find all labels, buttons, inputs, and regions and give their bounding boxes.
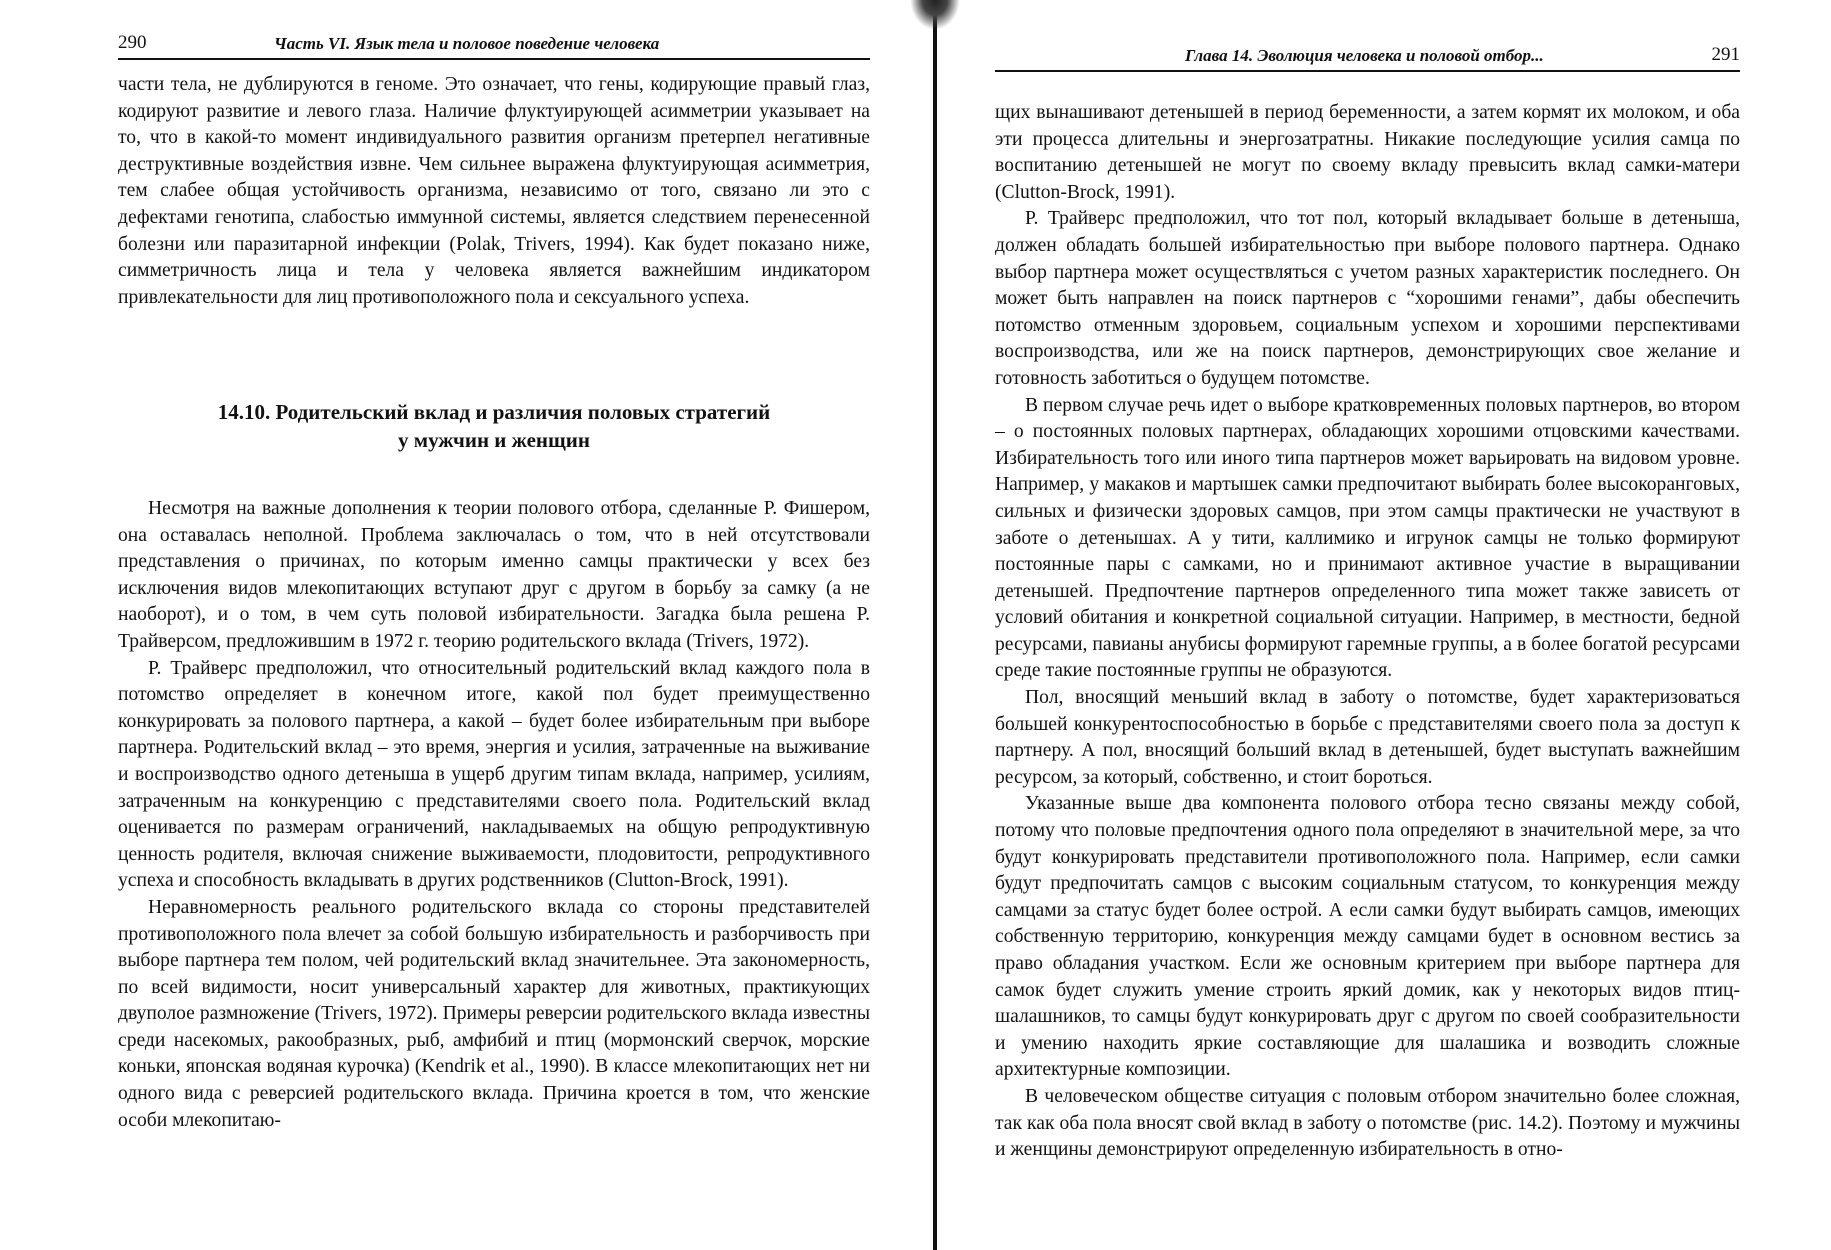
left-intro-paragraph: части тела, не дублируются в геноме. Это означает, что гены, кодирующие правый глаз, кодируют развитие и левого глаза. Наличие флуктуирующей асимметрии указывает на то, что в какой-то момент индивидуального развития организм претерпел негативные деструктивные воздействия извне. Чем сильнее выражена флуктуирующая асимметрия, тем слабее общая устойчивость организма, независимо от того, связано ли это с дефектами генотипа, слабостью иммунной системы, является следствием перенесенной болезни или паразитарной инфекции (Polak, Trivers, 1994). Как будет показано ниже, симметричность лица и тела у человека является важнейшим индикатором привлекательности для лиц противоположного пола и сексуального успеха. <box>118 74 870 308</box>
right-paragraph-2: Р. Трайверс предположил, что тот пол, который вкладывает больше в детеныша, должен обладать большей избирательностью при выборе полового партнера. Однако выбор партнера может осуществляться с учетом разных характеристик последнего. Он может быть направлен на поиск партнеров с “хорошими генами”, дабы обеспечить потомство отменным здоровьем, социальным успехом и хорошими перспективами воспроизводства, или же на поиск партнеров, демонстрирующих свое желание и готовность заботиться о будущем потомстве. <box>995 208 1740 389</box>
right-paragraph-4: Пол, вносящий меньший вклад в заботу о потомстве, будет характеризоваться большей конкурентоспособностью в борьбе с представителями своего пола за доступ к партнеру. А пол, вносящий больший вклад в детенышей, будет выступать важнейшим ресурсом, за который, собственно, и стоит бороться. <box>995 687 1740 788</box>
left-running-title: Часть VI. Язык тела и половое поведение человека <box>274 34 660 53</box>
right-paragraph-3: В первом случае речь идет о выборе кратковременных половых партнеров, во втором – о постоянных половых партнерах, обладающих хорошими отцовскими качествами. Избирательность того или иного типа партнеров может варьировать на видовом уровне. Например, у макаков и мартышек самки предпочитают выбирать более высокоранговых, сильных и физически здоровых самцов, при этом самцы практически не участвуют в заботе о детенышах. А у тити, каллимико и игрунок самцы не только формируют постоянные пары с самками, но и принимают активное участие в выращивании детенышей. Предпочтение партнеров определенного типа может также зависеть от условий обитания и конкретной социальной ситуации. Например, в местности, бедной ресурсами, павианы анубисы формируют гаремные группы, а в более богатой ресурсами среде такие постоянные группы не образуются. <box>995 394 1740 682</box>
right-running-head <box>995 40 1740 72</box>
right-running-title: Глава 14. Эволюция человека и половой отбор... <box>1185 46 1544 65</box>
left-paragraph-2: Р. Трайверс предположил, что относительный родительский вклад каждого пола в потомство определяет в конечном итоге, какой пол будет преимущественно конкурировать за полового партнера, а какой – будет более избирательным при выборе партнера. Родительский вклад – это время, энергия и усилия, затраченные на выживание и воспроизводство одного детеныша в ущерб другим типам вклада, например, усилиям, затраченным на конкуренцию с представителями своего пола. Родительский вклад оценивается по размерам ограничений, накладываемых на общую репродуктивную ценность родителя, включая снижение выживаемости, плодовитости, репродуктивного успеха и способность вкладывать в других родственников (Clutton-Brock, 1991). <box>118 657 870 892</box>
left-running-head <box>118 28 870 60</box>
left-paragraph-3: Неравномерность реального родительского вклада со стороны представителей противоположного пола влечет за собой большую избирательность и разборчивость при выборе партнера тем полом, чей родительский вклад значительнее. Эта закономерность, по всей видимости, носит универсальный характер для животных, практикующих двуполое размножение (Trivers, 1972). Примеры реверсии родительского вклада известны среди насекомых, ракообразных, рыб, амфибий и птиц (мормонский сверчок, морские коньки, японская водяная курочка) (Kendrik et al., 1990). В классе млекопитающих нет ни одного вида с реверсией родительского вклада. Причина кроется в том, что женские особи млекопитаю- <box>118 896 870 1131</box>
left-paragraph-1: Несмотря на важные дополнения к теории полового отбора, сделанные Р. Фишером, она оставалась неполной. Проблема заключалась о том, что в ней отсутствовали представления о причинах, по которым именно самцы практически у всех без исключения видов млекопитающих вступают друг с другом в борьбу за самку (а не наоборот), и о том, в чем суть половой избирательности. Загадка была решена Р. Трайверсом, предложившим в 1972 г. теорию родительского вклада (Trivers, 1972). <box>118 498 870 652</box>
right-body-block <box>995 100 1740 1164</box>
right-paragraph-5: Указанные выше два компонента полового отбора тесно связаны между собой, потому что половые предпочтения одного пола определяют в значительной мере, за что будут конкурировать представители противоположного пола. Например, если самки будут предпочитать самцов с высоким социальным статусом, то конкуренция между самцами за статус будет более острой. А если самки будут выбирать самцов, имеющих собственную территорию, конкуренция между самцами будет в основном вестись за право обладания участком. Если же основным критерием при выборе партнера для самок будет служить умение строить яркий домик, как у некоторых видов птиц-шалашников, то самцы будут конкурировать друг с другом по своей сообразительности и умению находить яркие составляющие для шалашика и возводить сложные архитектурные композиции. <box>995 793 1740 1081</box>
right-paragraph-6: В человеческом обществе ситуация с половым отбором значительно более сложная, так как оба пола вносят свой вклад в заботу о потомстве (рис. 14.2). Поэтому и мужчины и женщины демонстрируют определенную избирательность в отно- <box>995 1085 1740 1161</box>
left-intro-block <box>118 72 870 311</box>
right-page-number: 291 <box>1711 44 1740 65</box>
section-heading-line-1: 14.10. Родительский вклад и различия половых стратегий <box>217 400 771 424</box>
right-page <box>935 0 1831 1250</box>
section-heading-line-2: у мужчин и женщин <box>398 428 590 452</box>
left-body-block <box>118 496 870 1134</box>
section-heading <box>118 398 870 454</box>
right-paragraph-1: щих вынашивают детенышей в период беременности, а затем кормят их молоком, и оба эти процесса длительны и энергозатратны. Никакие последующие усилия самца по воспитанию детенышей не могут по своему вкладу превысить вклад самки-матери (Clutton-Brock, 1991). <box>995 102 1740 203</box>
left-page-number: 290 <box>118 32 147 53</box>
